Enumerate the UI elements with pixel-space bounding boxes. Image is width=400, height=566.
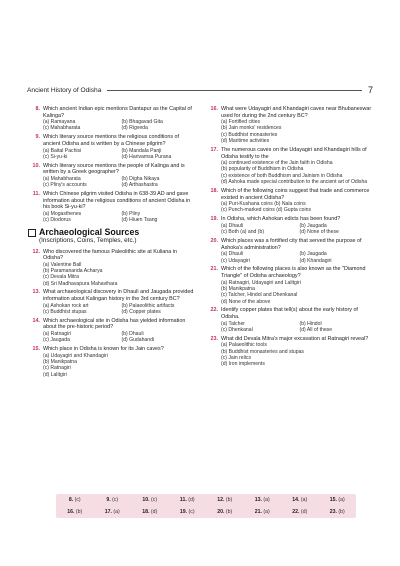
answer-option: (b) Dhauli: [121, 331, 144, 338]
answer-option: (a) Palaeolithic tools: [221, 342, 267, 349]
answer-number: 11.: [179, 497, 187, 503]
answer-row: [56, 494, 356, 506]
question-item: [206, 266, 374, 304]
option-list: [221, 251, 374, 264]
answer-option: (c) Buddhist stupas: [43, 308, 87, 315]
answer-option: (a) Dhauli: [221, 251, 244, 258]
question-item: [206, 106, 374, 144]
answer-option: (a) Puri-Kushana coins (b) Nala coins: [221, 201, 306, 208]
answer-option: (a) Ashokan rock art: [43, 302, 89, 309]
option-list: [221, 223, 374, 236]
answer-option: (d) Rigveda: [121, 125, 148, 132]
option-list: [221, 280, 374, 305]
right-column: [206, 106, 374, 370]
answer-option: (d) None of the above: [221, 298, 271, 305]
answer-value: (c): [151, 497, 158, 503]
question-text: What archaeological discovery in Dhauli and Jaugada provided information about Kalingan history in the 3rd century BC?: [43, 289, 194, 303]
option-list: [43, 119, 196, 132]
answer-cell: [206, 497, 244, 503]
answer-value: (b): [225, 497, 233, 503]
question-number: 22.: [210, 307, 218, 314]
answer-value: (a): [113, 509, 120, 515]
answer-value: (d): [300, 509, 308, 515]
answer-option: (b) Jain monks' residences: [221, 125, 282, 132]
option-list: [43, 303, 196, 316]
answer-option: (a) Valentine Ball: [43, 261, 82, 268]
chapter-title: Ancient History of Odisha: [27, 86, 102, 94]
question-body: [43, 346, 196, 378]
question-number: 15.: [32, 346, 40, 353]
answer-option: (a) Dhauli: [221, 222, 244, 229]
question-body: [221, 307, 374, 333]
option-list: [221, 119, 374, 144]
answer-option: (c) Talcher, Hindol and Dhenkanal: [221, 292, 298, 299]
left-column: [28, 106, 196, 381]
question-text: Who discovered the famous Paleolithic site at Kuliana in Odisha?: [43, 248, 177, 262]
option-list: [43, 353, 196, 378]
answer-cell: [206, 509, 244, 515]
answer-cell: [94, 509, 132, 515]
answer-option: (b) popularity of Buddhism in Odisha: [221, 166, 304, 173]
answer-option: (c) Punch-marked coins (d) Gupta coins: [221, 207, 312, 214]
answer-option: (c) Udayagiri: [221, 257, 250, 264]
answer-number: 19.: [179, 509, 188, 515]
section-subtitle: (Inscriptions, Coins, Temples, etc.): [39, 236, 137, 244]
question-text: What were Udayagiri and Khandagiri caves near Bhubaneswar used for during the 2nd century BC?: [221, 106, 372, 119]
answer-option: (a) Ramayana: [43, 119, 76, 126]
answer-option: (b) Buddhist monasteries and stupas: [221, 348, 304, 355]
question-number: 19.: [210, 216, 218, 223]
answer-number: 13.: [254, 497, 262, 503]
question-number: 18.: [210, 187, 218, 194]
answer-row: [56, 506, 356, 518]
answer-value: (c): [188, 509, 195, 515]
answer-option: (a) continued existence of the Jain faith in Odisha: [221, 160, 333, 167]
answer-option: (d) Arthashastra: [121, 182, 158, 189]
answer-option: (d) Hiuen Tsang: [121, 217, 158, 224]
answer-option: (b) Manikpatna: [43, 359, 77, 366]
answer-option: (b) Bhagavad Gita: [121, 119, 163, 126]
option-list: [221, 342, 374, 367]
answer-option: (c) Mahabharata: [43, 125, 81, 132]
answer-option: (c) Pliny's accounts: [43, 182, 87, 189]
question-item: [28, 289, 196, 315]
answer-number: 15.: [329, 497, 337, 503]
answer-number: 23.: [329, 509, 337, 515]
question-item: [206, 336, 374, 368]
answer-option: (b) Manikpatna: [221, 285, 255, 292]
question-item: [28, 163, 196, 189]
answer-option: (d) Lalitgiri: [43, 371, 67, 378]
answer-option: (a) Mahabharata: [43, 175, 81, 182]
question-number: 13.: [32, 289, 40, 296]
answer-cell: [244, 509, 282, 515]
answer-cell: [244, 497, 282, 503]
question-number: 20.: [210, 238, 218, 245]
question-text: Which place in Odisha is known for its Jain caves?: [43, 346, 164, 353]
option-list: [43, 262, 196, 287]
square-bullet-icon: [28, 229, 36, 237]
answer-value: (a): [263, 509, 270, 515]
question-body: [221, 106, 374, 144]
question-body: [221, 216, 374, 235]
answer-option: (d) Maritime activities: [221, 138, 270, 145]
question-body: [43, 134, 196, 160]
answer-option: (b) Mandala Panji: [121, 147, 162, 154]
option-list: [43, 211, 196, 224]
answer-value: (a): [338, 497, 345, 503]
question-number: 12.: [32, 248, 40, 255]
answer-option: (c) Buddhist monasteries: [221, 131, 278, 138]
question-body: [43, 106, 196, 132]
question-text: Which of the following places is also known as the "Diamond Triangle" of Odisha archaeology?: [221, 266, 366, 280]
question-text: Which literary source mentions the religious conditions of ancient Odisha and is written by a Chinese pilgrim?: [43, 134, 180, 147]
answer-value: (b): [338, 509, 345, 515]
answer-option: (c) Dhenkanal: [221, 326, 253, 333]
answer-option: (a) Mogasthenes: [43, 210, 82, 217]
question-list-right: [206, 106, 374, 368]
answer-option: (d) All of these: [299, 326, 333, 333]
answer-option: (d) None of these: [299, 229, 339, 236]
answer-option: (c) Diodorus: [43, 217, 71, 224]
answer-cell: [56, 509, 94, 515]
question-item: [206, 307, 374, 333]
answer-option: (a) Udayagiri and Khandagiri: [43, 352, 108, 359]
question-body: [221, 238, 374, 264]
question-text: The numerous caves on the Udayagiri and Khandagiri hills of Odisha testify to the: [221, 146, 367, 160]
page-header: [27, 84, 373, 96]
question-item: [28, 191, 196, 223]
question-item: [206, 216, 374, 235]
answer-number: 17.: [104, 509, 112, 515]
question-text: Which archaeological site in Odisha has yielded information about the pre-historic period?: [43, 317, 186, 331]
answer-option: (c) existence of both Buddhism and Jainism in Odisha: [221, 172, 343, 179]
answer-option: (c) Si-yu-ki: [43, 153, 68, 160]
section-heading: [28, 228, 196, 245]
question-body: [43, 163, 196, 189]
option-list: [43, 148, 196, 161]
answer-option: (b) Pliny: [121, 210, 141, 217]
answer-number: 8.: [68, 497, 74, 503]
question-number: 21.: [210, 266, 218, 273]
answer-option: (b) Jaugada: [299, 222, 327, 229]
answer-option: (c) Jaugada: [43, 337, 70, 344]
answer-cell: [94, 497, 132, 503]
answer-cell: [319, 509, 357, 515]
question-number: 17.: [210, 146, 218, 153]
question-item: [206, 147, 374, 185]
answer-number: 14.: [292, 497, 300, 503]
answer-option: (b) Paramananda Acharya: [43, 267, 103, 274]
question-number: 23.: [210, 335, 218, 342]
question-number: 11.: [32, 191, 40, 198]
answer-number: 12.: [217, 497, 225, 503]
answer-value: (b): [75, 509, 83, 515]
answer-value: (c): [74, 497, 81, 503]
answer-number: 18.: [142, 509, 150, 515]
question-item: [206, 238, 374, 264]
answer-value: (d): [188, 497, 195, 503]
answer-option: (b) Palaeolithic artifacts: [121, 302, 175, 309]
answer-option: (d) Harivamsa Purana: [121, 153, 172, 160]
answer-number: 21.: [254, 509, 262, 515]
answer-option: (c) Devala Mitra: [43, 274, 79, 281]
answer-number: 20.: [217, 509, 225, 515]
answer-option: (d) Iron implements: [221, 361, 265, 368]
question-body: [43, 249, 196, 287]
answer-option: (d) Gudahandi: [121, 337, 155, 344]
answer-cell: [319, 497, 357, 503]
answer-option: (a) Baital Pachisi: [43, 147, 82, 154]
header-rule: [107, 90, 362, 91]
question-item: [28, 318, 196, 344]
answer-cell: [131, 509, 169, 515]
answer-value: (b): [225, 509, 233, 515]
question-text: Which ancient Indian epic mentions Dantapur as the Capital of Kalinga?: [43, 106, 192, 119]
answer-option: (b) Digha Nikaya: [121, 175, 160, 182]
answer-cell: [281, 509, 319, 515]
question-item: [28, 134, 196, 160]
option-list: [221, 201, 374, 214]
answer-option: (d) Ashoka made special contribution to the ancient art of Odisha: [221, 179, 368, 186]
answer-value: (a): [300, 497, 308, 503]
question-number: 16.: [210, 106, 218, 112]
option-list: [221, 321, 374, 334]
answer-value: (a): [263, 497, 270, 503]
answer-option: (a) Ratnagiri, Udayagiri and Lalitgiri: [221, 279, 301, 286]
question-number: 10.: [32, 162, 40, 169]
question-text: Which of the following coins suggest that trade and commerce existed in ancient Odisha?: [221, 187, 370, 201]
question-list-archaeological: [28, 249, 196, 379]
question-text: Which literary source mentions the people of Kalinga and is written by a Greek geographer?: [43, 162, 185, 176]
answer-option: (a) Fortified cities: [221, 119, 261, 126]
answer-cell: [131, 497, 169, 503]
question-number: 14.: [32, 317, 40, 324]
answer-value: (d): [150, 509, 158, 515]
answer-key: [56, 494, 356, 518]
question-item: [28, 249, 196, 287]
question-text: Which Chinese pilgrim visited Odisha in 638-39 AD and gave information about the religious conditions of ancient Odisha in his book Si-yu-ki?: [43, 191, 191, 211]
option-list: [221, 160, 374, 185]
question-number: 8.: [35, 106, 40, 112]
question-item: [28, 106, 196, 132]
answer-number: 22.: [292, 509, 300, 515]
answer-option: (c) Ratnagiri: [43, 365, 71, 372]
answer-cell: [169, 509, 207, 515]
question-text: In Odisha, which Ashokan edicts has been found?: [221, 216, 341, 223]
question-text: Which places was a fortified city that served the purpose of Ashoka's administration?: [221, 238, 362, 251]
question-body: [221, 266, 374, 304]
answer-option: (d) Khandagiri: [299, 257, 332, 264]
answer-cell: [281, 497, 319, 503]
question-body: [221, 336, 374, 368]
section-title: Archaeological Sources: [39, 226, 140, 237]
answer-option: (a) Ratnagiri: [43, 331, 72, 338]
question-number: 9.: [35, 134, 40, 141]
answer-number: 16.: [67, 509, 75, 515]
question-text: What did Devala Mitra's major excavation at Ratnagiri reveal?: [221, 335, 369, 342]
question-body: [221, 188, 374, 214]
page-number: 7: [367, 85, 373, 95]
answer-option: (b) Jaugada: [299, 251, 327, 258]
answer-cell: [169, 497, 207, 503]
answer-number: 10.: [142, 497, 150, 503]
question-item: [206, 188, 374, 214]
question-body: [43, 318, 196, 344]
question-item: [28, 346, 196, 378]
answer-option: (b) Hindol: [299, 320, 322, 327]
question-body: [221, 147, 374, 185]
question-list-literary: [28, 106, 196, 224]
question-text: Identify copper plates that tell(s) about the early history of Odisha.: [221, 307, 358, 321]
option-list: [43, 176, 196, 189]
answer-option: (d) Copper plates: [121, 308, 161, 315]
answer-option: (a) Talcher: [221, 320, 245, 327]
answer-option: (d) Sri Madhavapura Mahavihara: [43, 280, 118, 287]
answer-option: (c) Both (a) and (b): [221, 229, 265, 236]
answer-value: (c): [112, 497, 119, 503]
question-body: [43, 289, 196, 315]
answer-cell: [56, 497, 94, 503]
answer-number: 9.: [106, 497, 111, 503]
answer-option: (c) Jain relics: [221, 355, 252, 361]
option-list: [43, 331, 196, 344]
question-body: [43, 191, 196, 223]
